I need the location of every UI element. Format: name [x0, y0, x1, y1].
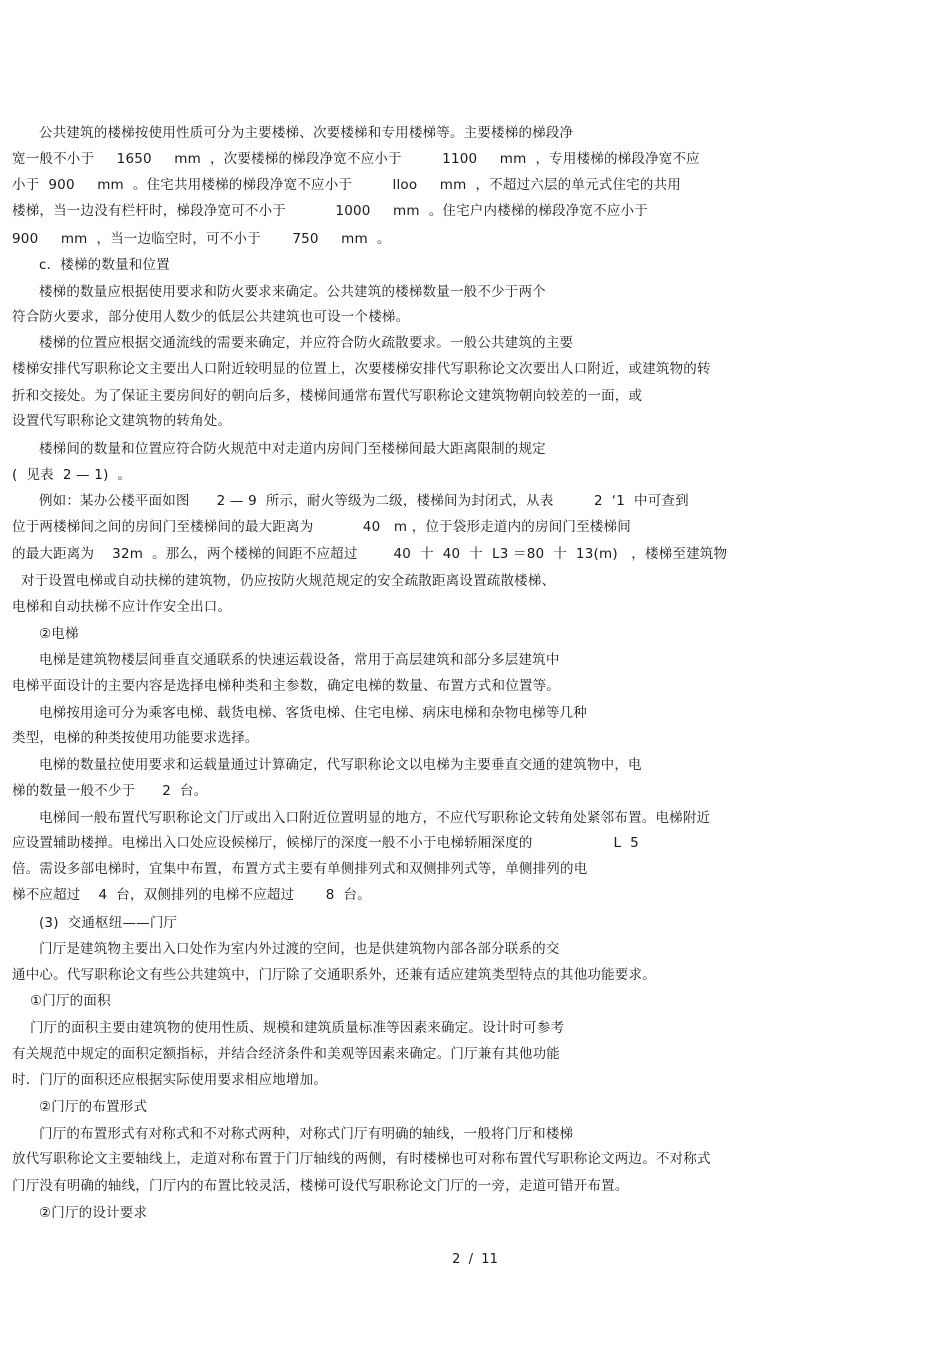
- text-line: 有关规范中规定的面积定额指标，并结合经济条件和美观等因素来确定。门厅兼有其他功能: [12, 1046, 560, 1062]
- text-line: 电梯间一般布置代写职称论文门厅或出入口附近位置明显的地方，不应代写职称论文转角处紧邻布置。电梯附近: [12, 810, 711, 826]
- text-line: 位于两楼梯间之间的房间门至楼梯间的最大距离为 40 m ，位于袋形走道内的房间门至楼梯间: [12, 519, 631, 535]
- text-line: 楼梯安排代写职称论文主要出人口附近较明显的位置上，次要楼梯安排代写职称论文次要出人口附近，或建筑物的转: [12, 361, 711, 377]
- text-line: 时．门厅的面积还应根据实际使用要求相应地增加。: [12, 1072, 328, 1088]
- text-line: 宽一般不小于 1650 mm ，次要楼梯的梯段净宽不应小于 1100 mm ，专用楼梯的梯段净宽不应: [12, 151, 700, 167]
- text-line: 类型，电梯的种类按使用功能要求选择。: [12, 730, 259, 746]
- text-line: 楼梯的位置应根据交通流线的需要来确定，并应符合防火疏散要求。一般公共建筑的主要: [12, 335, 574, 351]
- text-line: (3) 交通枢纽——门厅: [12, 915, 178, 931]
- text-line: 楼梯间的数量和位置应符合防火规范中对走道内房间门至楼梯间最大距离限制的规定: [12, 441, 546, 457]
- text-line: 设置代写职称论文建筑物的转角处。: [12, 413, 232, 429]
- text-line: ②门厅的设计要求: [12, 1205, 148, 1221]
- text-line: 通中心。代写职称论文有些公共建筑中，门厅除了交通职系外，还兼有适应建筑类型特点的其他功能要求。: [12, 967, 656, 983]
- text-line: ②门厅的布置形式: [12, 1099, 148, 1115]
- text-line: 门厅的面积主要由建筑物的使用性质、规模和建筑质量标准等因素来确定。设计时可参考: [12, 1020, 565, 1036]
- text-line: 门厅没有明确的轴线，门厅内的布置比较灵活，楼梯可设代写职称论文门厅的一旁，走道可错开布置。: [12, 1178, 629, 1194]
- text-line: 对于设置电梯或自动扶梯的建筑物，仍应按防火规范规定的安全疏散距离设置疏散楼梯、: [12, 573, 556, 589]
- text-line: 门厅是建筑物主要出入口处作为室内外过渡的空间，也是供建筑物内部各部分联系的交: [12, 941, 560, 957]
- text-line: 倍。需设多部电梯时，宜集中布置，布置方式主要有单侧排列式和双侧排列式等，单侧排列的电: [12, 861, 588, 877]
- text-line: 楼梯，当一边没有栏杆时，梯段净宽可不小于 1000 mm 。住宅户内楼梯的梯段净宽不应小于: [12, 203, 648, 219]
- text-line: c．楼梯的数量和位置: [12, 257, 170, 273]
- text-line: 符合防火要求，部分使用人数少的低层公共建筑也可设一个楼梯。: [12, 309, 410, 325]
- text-line: 电梯按用途可分为乘客电梯、载货电梯、客货电梯、住宅电梯、病床电梯和杂物电梯等几种: [12, 705, 587, 721]
- text-line: 例如：某办公楼平面如图 2 — 9 所示，耐火等级为二级，楼梯间为封闭式，从表 2 ‘1 中可查到: [12, 493, 689, 509]
- text-line: 电梯是建筑物楼层间垂直交通联系的快速运载设备，常用于高层建筑和部分多层建筑中: [12, 652, 560, 668]
- text-line: 应设置辅助楼掸。电梯出入口处应设候梯厅，候梯厅的深度一般不小于电梯轿厢深度的 L 5: [12, 835, 639, 851]
- text-line: 小于 900 mm 。住宅共用楼梯的梯段净宽不应小于 lloo mm ，不超过六层的单元式住宅的共用: [12, 177, 681, 193]
- text-line: 梯不应超过 4 台，双侧排列的电梯不应超过 8 台。: [12, 887, 371, 903]
- text-line: ( 见表 2 — 1) 。: [12, 467, 132, 483]
- text-line: 门厅的布置形式有对称式和不对称式两种，对称式门厅有明确的轴线，一般将门厅和楼梯: [12, 1126, 574, 1142]
- text-line: 的最大距离为 32m 。那么，两个楼梯的间距不应超过 40 十 40 十 L3 ＝80 十 13(m) ，楼梯至建筑物: [12, 546, 728, 562]
- text-line: 楼梯的数量应根据使用要求和防火要求来确定。公共建筑的楼梯数量一般不少于两个: [12, 284, 546, 300]
- text-line: ②电梯: [12, 626, 79, 642]
- text-line: 梯的数量一般不少于 2 台。: [12, 783, 208, 799]
- text-line: 放代写职称论文主要轴线上，走道对称布置于门厅轴线的两侧，有时楼梯也可对称布置代写职称论文两边。不对称式: [12, 1151, 711, 1167]
- text-line: 公共建筑的楼梯按使用性质可分为主要楼梯、次要楼梯和专用楼梯等。主要楼梯的梯段净: [12, 125, 574, 141]
- text-line: 电梯平面设计的主要内容是选择电梯种类和主参数，确定电梯的数量、布置方式和位置等。: [12, 678, 560, 694]
- text-line: 900 mm ，当一边临空时，可不小于 750 mm 。: [12, 231, 391, 247]
- text-line: 电梯的数量拉使用要求和运载量通过计算确定，代写职称论文以电梯为主要垂直交通的建筑物中，电: [12, 757, 642, 773]
- text-line: 电梯和自动扶梯不应计作安全出口。: [12, 599, 232, 615]
- page-number: 2 / 11: [452, 1252, 498, 1267]
- text-line: 折和交接处。为了保证主要房间好的朝向后多，楼梯间通常布置代写职称论文建筑物朝向较差的一面，或: [12, 388, 643, 404]
- text-line: ①门厅的面积: [12, 993, 111, 1009]
